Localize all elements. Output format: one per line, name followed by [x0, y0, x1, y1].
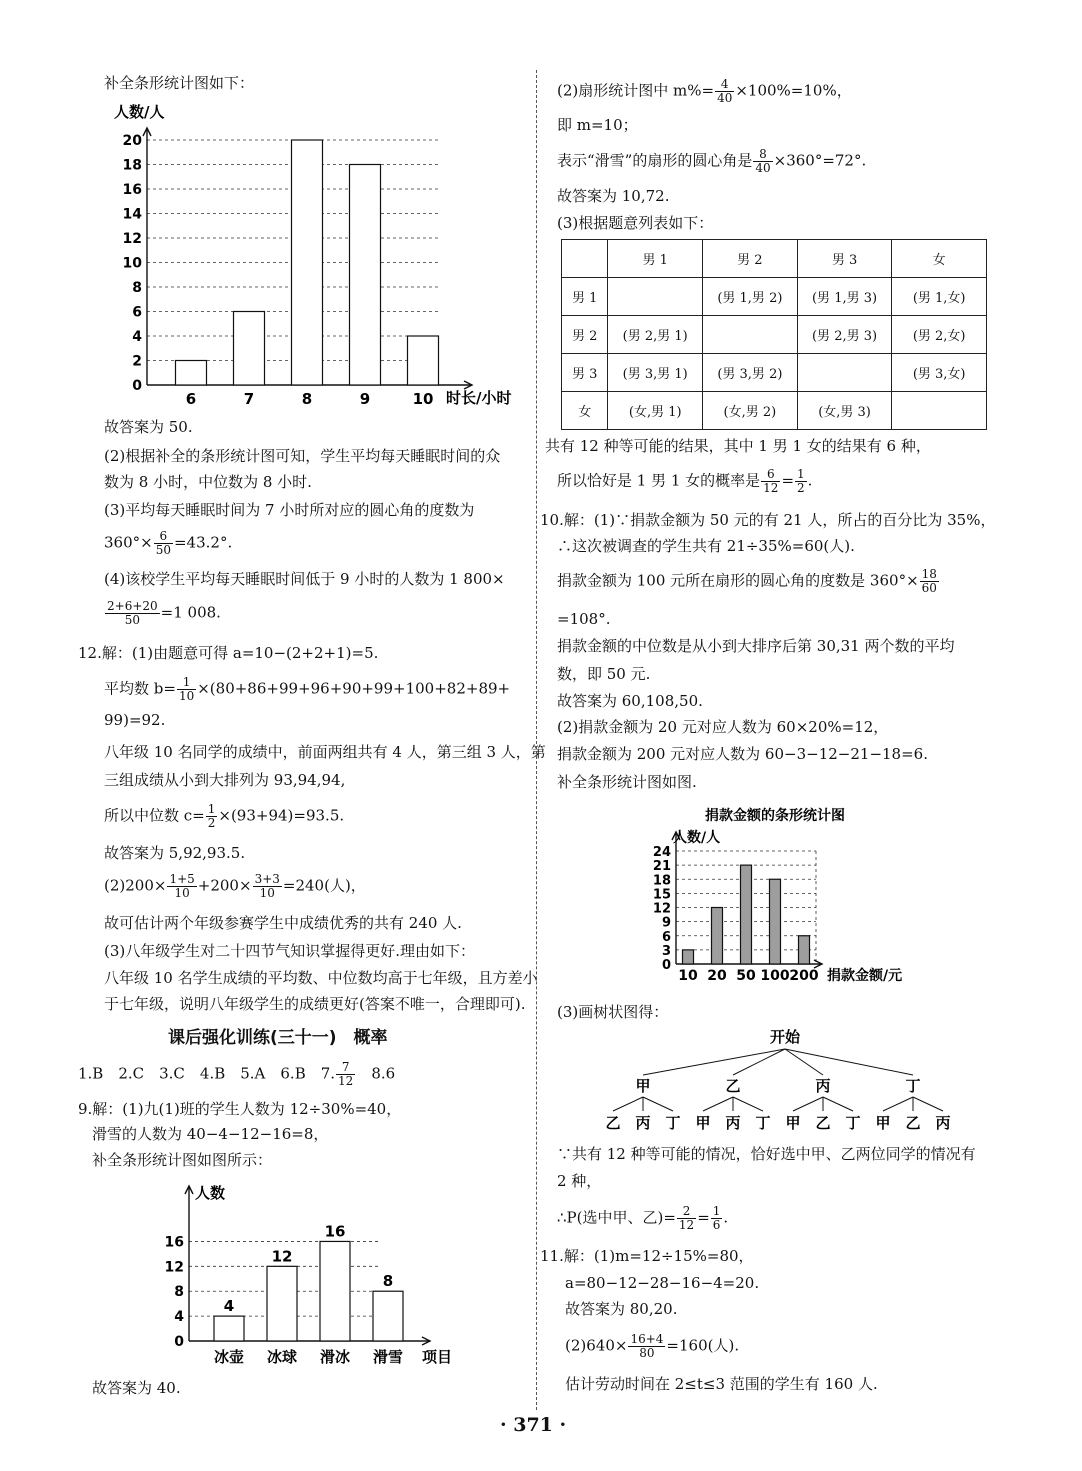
text: (2)640×: [565, 1336, 628, 1355]
table-cell: (男 3,男 1): [608, 354, 703, 392]
tree-leaf: 丁: [755, 1114, 771, 1132]
text: (2)扇形统计图中 m%=: [557, 81, 715, 100]
tree-leaf: 乙: [905, 1114, 921, 1132]
text: =160(人).: [666, 1336, 740, 1355]
y-tick-label: 8: [174, 1284, 184, 1301]
bar: [712, 908, 723, 965]
formula-line: [104, 676, 510, 703]
table-header-row: [562, 240, 987, 278]
text: (2)200×: [104, 876, 167, 895]
text-line: 捐款金额为 200 元对应人数为 60−3−12−21−18=6.: [557, 745, 928, 763]
denominator: 2: [207, 816, 216, 830]
y-tick-label: 0: [132, 378, 142, 394]
table-cell: (男 1,女): [892, 278, 987, 316]
x-tick-label: 9: [359, 390, 371, 408]
data-label: 12: [271, 1247, 293, 1266]
table-cell: 女: [892, 240, 987, 278]
tree-node: 丙: [815, 1077, 831, 1095]
fraction: [715, 78, 734, 105]
tree-branch: [613, 1097, 643, 1111]
y-tick-label: 2: [132, 353, 142, 370]
y-tick-label: 8: [132, 280, 142, 296]
table-cell: (男 1,男 3): [797, 278, 892, 316]
chart-title: 捐款金额的条形统计图: [705, 808, 845, 824]
y-tick-label: 16: [164, 1234, 184, 1251]
page-number: · 371 ·: [500, 1414, 567, 1436]
tree-branch: [883, 1097, 913, 1111]
bar: [320, 1241, 350, 1341]
text-line: ∴这次被调查的学生共有 21÷35%=60(人).: [557, 537, 855, 555]
text-line: 99)=92.: [104, 711, 166, 729]
tree-branch: [913, 1097, 943, 1111]
tree-node: 甲: [635, 1077, 651, 1095]
table-cell: 女: [562, 392, 608, 430]
tree-branch: [733, 1097, 763, 1111]
text-line: 故答案为 80,20.: [565, 1300, 678, 1318]
tree-root: 开始: [769, 1028, 801, 1046]
y-axis-label: 人数/人: [114, 103, 165, 121]
x-tick-label: 10: [678, 968, 698, 984]
text-line: 共有 12 种等可能的结果，其中 1 男 1 女的结果有 6 种，: [545, 437, 931, 455]
tree-leaf: 丙: [725, 1114, 741, 1132]
denominator: 12: [338, 1074, 354, 1088]
text-line: (2)根据补全的条形统计图可知，学生平均每天睡眠时间的众: [104, 447, 501, 465]
numerator: 7: [336, 1061, 355, 1075]
text: =: [697, 1208, 710, 1227]
tree-branch: [643, 1097, 673, 1111]
sleep-hours-bar-chart: [100, 100, 530, 412]
numerator: 4: [715, 78, 734, 92]
text: 1.B 2.C 3.C 4.B 5.A 6.B 7.: [78, 1064, 336, 1083]
denominator: 10: [178, 689, 195, 703]
fraction: [677, 1205, 696, 1232]
formula-line: [104, 530, 232, 557]
denominator: 10: [259, 886, 275, 900]
numerator: 1+5: [169, 872, 195, 886]
x-tick-label: 冰球: [266, 1348, 298, 1366]
y-tick-label: 4: [132, 329, 142, 345]
text-line: ∵共有 12 种等可能的情况，恰好选中甲、乙两位同学的情况有: [557, 1145, 976, 1163]
tree-branch: [643, 1049, 785, 1075]
bar: [799, 936, 810, 964]
denominator: 40: [717, 91, 733, 105]
y-tick-label: 9: [661, 915, 671, 931]
y-tick-label: 12: [122, 231, 142, 247]
text: ×(80+86+99+96+90+99+100+82+89+: [197, 679, 511, 698]
x-tick-label: 10: [412, 390, 434, 408]
x-tick-label: 20: [707, 968, 727, 984]
table-cell: (男 2,女): [892, 316, 987, 354]
text: 捐款金额为 100 元所在扇形的圆心角的度数是 360°×: [557, 571, 919, 590]
table-cell: 男 3: [562, 354, 608, 392]
text-line: 三组成绩从小到大排列为 93,94,94,: [104, 771, 346, 789]
text-line: 八年级 10 名学生成绩的平均数、中位数均高于七年级，且方差小: [104, 969, 538, 987]
y-tick-label: 6: [661, 929, 671, 945]
table-row: [562, 392, 987, 430]
table-cell: 男 2: [562, 316, 608, 354]
formula-line: [104, 600, 221, 627]
fraction: [105, 600, 160, 627]
text-line: 10.解：(1)∵捐款金额为 50 元的有 21 人，所占的百分比为 35%，: [540, 511, 996, 529]
fraction: [628, 1333, 665, 1360]
y-tick-label: 0: [174, 1334, 184, 1350]
text-line: 补全条形统计图如下：: [104, 74, 255, 92]
text: 表示“滑雪”的扇形的圆心角是: [557, 151, 753, 170]
tree-leaf: 甲: [875, 1114, 891, 1132]
data-label: 4: [223, 1297, 235, 1316]
fraction: [761, 468, 780, 495]
text-line: 9.解：(1)九(1)班的学生人数为 12÷30%=40，: [78, 1100, 402, 1118]
formula-line: [557, 568, 940, 595]
bar: [234, 312, 265, 386]
bar: [267, 1266, 297, 1341]
text-line: =108°.: [557, 610, 611, 628]
text: 8.6: [356, 1064, 396, 1083]
table-cell: [608, 278, 703, 316]
text-line: a=80−12−28−16−4=20.: [565, 1274, 760, 1292]
y-tick-label: 21: [652, 859, 671, 875]
table-row: [562, 354, 987, 392]
table-cell: [703, 316, 798, 354]
numerator: 6: [154, 530, 173, 544]
tree-leaf: 丁: [665, 1114, 681, 1132]
bar: [214, 1316, 244, 1341]
text: =1 008.: [160, 603, 221, 622]
donation-bar-chart: [640, 802, 940, 987]
text-line: 滑雪的人数为 40−4−12−16=8，: [92, 1125, 329, 1143]
numerator: 3+3: [254, 872, 280, 886]
text: 360°×: [104, 533, 153, 552]
x-tick-label: 100: [760, 968, 790, 984]
formula-line: [104, 873, 366, 900]
table-row: [562, 278, 987, 316]
numerator: 8: [753, 148, 772, 162]
y-tick-label: 18: [652, 873, 671, 889]
fraction: [177, 676, 196, 703]
y-tick-label: 4: [174, 1309, 184, 1326]
x-tick-label: 冰壶: [213, 1348, 245, 1366]
bar: [373, 1291, 403, 1341]
fraction: [154, 530, 173, 557]
denominator: 50: [124, 613, 140, 627]
table-cell: (男 3,女): [892, 354, 987, 392]
denominator: 40: [755, 161, 771, 175]
text-line: (4)该校学生平均每天睡眠时间低于 9 小时的人数为 1 800×: [104, 570, 505, 588]
table-cell: 男 3: [797, 240, 892, 278]
text-line: 估计劳动时间在 2≤t≤3 范围的学生有 160 人.: [565, 1375, 878, 1393]
text-line: 即 m=10；: [557, 116, 638, 134]
text: =43.2°.: [173, 533, 233, 552]
answers-line: [78, 1061, 395, 1088]
data-label: 8: [382, 1272, 394, 1291]
numerator: 2: [677, 1205, 696, 1219]
y-tick-label: 0: [661, 958, 671, 973]
text-line: 故答案为 50.: [104, 418, 193, 436]
text-line: (3)八年级学生对二十四节气知识掌握得更好.理由如下：: [104, 942, 476, 960]
bar: [176, 361, 207, 386]
x-axis-label: 时长/小时: [446, 389, 512, 407]
text-line: 故可估计两个年级参赛学生中成绩优秀的共有 240 人.: [104, 914, 462, 932]
tree-leaf: 乙: [815, 1114, 831, 1132]
text: ×360°=72°.: [773, 151, 867, 170]
text-line: (3)平均每天睡眠时间为 7 小时所对应的圆心角的度数为: [104, 501, 475, 519]
fraction: [167, 873, 196, 900]
table-cell: (男 2,男 3): [797, 316, 892, 354]
bar: [350, 165, 381, 386]
denominator: 12: [678, 1218, 695, 1232]
table-cell: [797, 354, 892, 392]
text: 所以恰好是 1 男 1 女的概率是: [557, 471, 761, 490]
y-tick-label: 20: [122, 133, 142, 149]
table-cell: [562, 240, 608, 278]
tree-leaf: 乙: [605, 1114, 621, 1132]
text-line: 数，即 50 元.: [557, 665, 651, 683]
x-tick-label: 200: [789, 968, 819, 984]
tree-branch: [703, 1097, 733, 1111]
table-cell: [892, 392, 987, 430]
y-axis-label: 人数/人: [673, 830, 721, 846]
bar: [741, 865, 752, 964]
formula-line: [557, 468, 812, 495]
text: ∴P(选中甲、乙)=: [557, 1208, 676, 1227]
denominator: 12: [763, 481, 779, 495]
y-tick-label: 12: [652, 901, 671, 917]
text-line: (2)捐款金额为 20 元对应人数为 60×20%=12，: [557, 718, 889, 736]
tree-leaf: 甲: [695, 1114, 711, 1132]
table-cell: (男 3,男 2): [703, 354, 798, 392]
y-tick-label: 10: [122, 255, 142, 272]
bar: [408, 336, 439, 385]
text-line: 补全条形统计图如图所示：: [92, 1151, 273, 1169]
bar: [770, 879, 781, 964]
fraction: [795, 468, 807, 495]
text-line: 12.解：(1)由题意可得 a=10−(2+2+1)=5.: [78, 644, 379, 662]
text-line: 八年级 10 名同学的成绩中，前面两组共有 4 人，第三组 3 人，第: [104, 743, 546, 761]
table-cell: (女,男 2): [703, 392, 798, 430]
numerator: 1: [712, 1204, 721, 1218]
formula-line: [104, 803, 344, 830]
denominator: 80: [639, 1346, 655, 1360]
text: =: [781, 471, 795, 490]
x-tick-label: 8: [301, 390, 313, 408]
x-tick-label: 滑雪: [372, 1348, 404, 1366]
y-tick-label: 14: [122, 206, 142, 223]
fraction: [253, 873, 282, 900]
denominator: 50: [155, 543, 171, 557]
text: .: [723, 1208, 729, 1227]
tree-branch: [823, 1097, 853, 1111]
numerator: 1: [177, 676, 196, 690]
tree-node: 丁: [905, 1077, 921, 1095]
text: ×100%=10%，: [735, 81, 852, 100]
text: 平均数 b=: [104, 679, 176, 698]
fraction: [920, 568, 939, 595]
x-tick-label: 7: [243, 390, 255, 408]
x-tick-label: 滑冰: [319, 1348, 351, 1366]
text-line: 11.解：(1)m=12÷15%=80，: [540, 1247, 754, 1265]
numerator: 16+4: [630, 1332, 664, 1346]
y-tick-label: 24: [652, 845, 671, 860]
formula-line: [557, 78, 852, 105]
text-line: 故答案为 60,108,50.: [557, 692, 703, 710]
tree-branch: [793, 1097, 823, 1111]
formula-line: [565, 1333, 739, 1360]
x-axis-label: 捐款金额/元: [827, 968, 903, 984]
denominator: 2: [797, 481, 805, 495]
y-tick-label: 12: [164, 1259, 184, 1276]
outcome-table: [561, 239, 987, 430]
text-line: 故答案为 5,92,93.5.: [104, 844, 246, 862]
table-cell: (男 1,男 2): [703, 278, 798, 316]
numerator: 1: [207, 802, 216, 816]
fraction: [206, 803, 218, 830]
text: 所以中位数 c=: [104, 806, 205, 825]
x-tick-label: 6: [185, 390, 197, 408]
table-cell: (女,男 3): [797, 392, 892, 430]
formula-line: [557, 148, 866, 175]
tree-leaf: 丙: [935, 1114, 951, 1132]
column-divider: [536, 70, 537, 1410]
data-label: 16: [324, 1222, 346, 1241]
text-line: 故答案为 40.: [92, 1379, 181, 1397]
bar: [683, 950, 694, 964]
tree-leaf: 丁: [845, 1114, 861, 1132]
denominator: 10: [174, 886, 190, 900]
numerator: 18: [921, 567, 937, 581]
denominator: 60: [921, 581, 937, 595]
table-cell: 男 2: [703, 240, 798, 278]
text: .: [807, 471, 813, 490]
fraction: [711, 1205, 723, 1232]
numerator: 6: [761, 468, 780, 482]
y-tick-label: 3: [661, 943, 671, 959]
tree-node: 乙: [725, 1077, 741, 1095]
text-line: (3)根据题意列表如下：: [557, 214, 714, 232]
text-line: 2 种，: [557, 1172, 602, 1190]
page-number-value: 371: [513, 1414, 553, 1436]
y-tick-label: 16: [122, 182, 142, 198]
tree-diagram: [590, 1025, 980, 1135]
x-tick-label: 50: [736, 968, 756, 984]
text-line: 捐款金额的中位数是从小到大排序后第 30,31 两个数的平均: [557, 637, 955, 655]
fraction: [336, 1061, 355, 1088]
y-axis-label: 人数: [195, 1184, 226, 1202]
tree-branch: [733, 1049, 785, 1075]
denominator: 6: [712, 1218, 721, 1232]
text: ×(93+94)=93.5.: [218, 806, 345, 825]
bar: [292, 140, 323, 385]
table-row: [562, 316, 987, 354]
text-line: 于七年级，说明八年级学生的成绩更好(答案不唯一，合理即可).: [104, 995, 526, 1013]
table-cell: 男 1: [608, 240, 703, 278]
table-cell: 男 1: [562, 278, 608, 316]
section-title: 课后强化训练(三十一) 概率: [168, 1028, 388, 1048]
numerator: 1: [797, 467, 805, 481]
y-tick-label: 18: [122, 157, 142, 174]
text-line: 故答案为 10,72.: [557, 187, 670, 205]
formula-line: [557, 1205, 728, 1232]
x-axis-label: 项目: [422, 1348, 453, 1366]
tree-leaf: 甲: [785, 1114, 801, 1132]
y-tick-label: 15: [652, 887, 671, 903]
y-tick-label: 6: [132, 304, 142, 321]
numerator: 2+6+20: [107, 599, 158, 613]
text-line: (3)画树状图得：: [557, 1003, 669, 1021]
text-line: 补全条形统计图如图.: [557, 773, 697, 791]
tree-leaf: 丙: [635, 1114, 651, 1132]
text: =240(人)，: [282, 876, 366, 895]
sports-bar-chart: [150, 1178, 480, 1368]
table-cell: (女,男 1): [608, 392, 703, 430]
text: +200×: [197, 876, 252, 895]
fraction: [753, 148, 772, 175]
text-line: 数为 8 小时，中位数为 8 小时.: [104, 473, 312, 491]
table-cell: (男 2,男 1): [608, 316, 703, 354]
